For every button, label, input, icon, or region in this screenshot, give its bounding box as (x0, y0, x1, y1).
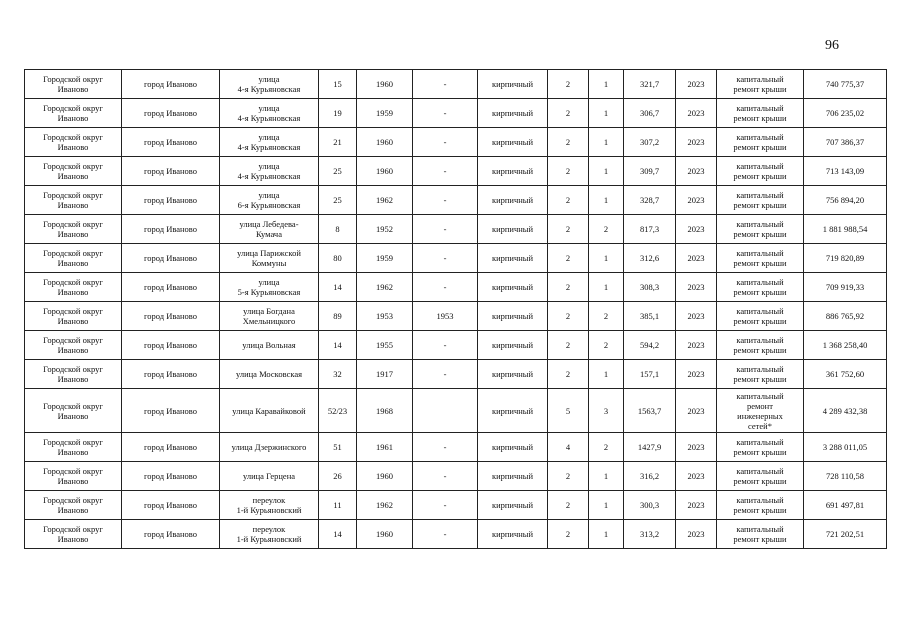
cell-municipality: Городской округ Иваново (25, 491, 122, 520)
cell-entrances: 2 (589, 215, 624, 244)
cell-area: 385,1 (624, 302, 676, 331)
cell-wall-material: кирпичный (478, 273, 548, 302)
cell-area: 157,1 (624, 360, 676, 389)
cell-entrances: 1 (589, 244, 624, 273)
cell-house-number: 21 (319, 128, 357, 157)
table-row (25, 157, 887, 186)
cell-area: 1563,7 (624, 389, 676, 433)
cell-repair-year: 2023 (676, 389, 717, 433)
cell-repair-year: 2023 (676, 244, 717, 273)
cell-entrances: 1 (589, 128, 624, 157)
cell-work-type: капитальный ремонт крыши (717, 331, 804, 360)
cell-cost: 707 386,37 (804, 128, 887, 157)
cell-construction-year: 1959 (357, 99, 413, 128)
housing-repair-table (24, 69, 887, 549)
cell-entrances: 3 (589, 389, 624, 433)
cell-construction-year: 1959 (357, 244, 413, 273)
cell-cost: 713 143,09 (804, 157, 887, 186)
cell-repair-year: 2023 (676, 520, 717, 549)
cell-entrances: 1 (589, 520, 624, 549)
cell-repair-year: 2023 (676, 433, 717, 462)
cell-house-number: 32 (319, 360, 357, 389)
cell-reconstruction-year: - (413, 433, 478, 462)
cell-floors: 2 (548, 215, 589, 244)
cell-cost: 728 110,58 (804, 462, 887, 491)
cell-settlement: город Иваново (122, 462, 220, 491)
cell-work-type: капитальный ремонт крыши (717, 186, 804, 215)
cell-settlement: город Иваново (122, 360, 220, 389)
cell-cost: 3 288 011,05 (804, 433, 887, 462)
cell-area: 594,2 (624, 331, 676, 360)
page-number: 96 (825, 38, 839, 53)
cell-entrances: 1 (589, 70, 624, 99)
cell-area: 307,2 (624, 128, 676, 157)
table-row (25, 331, 887, 360)
cell-work-type: капитальный ремонт крыши (717, 157, 804, 186)
cell-municipality: Городской округ Иваново (25, 520, 122, 549)
cell-house-number: 14 (319, 331, 357, 360)
cell-street: переулок 1-й Курьяновский (220, 520, 319, 549)
cell-area: 312,6 (624, 244, 676, 273)
cell-municipality: Городской округ Иваново (25, 360, 122, 389)
cell-municipality: Городской округ Иваново (25, 302, 122, 331)
cell-street: улица Дзержинского (220, 433, 319, 462)
cell-repair-year: 2023 (676, 70, 717, 99)
cell-repair-year: 2023 (676, 491, 717, 520)
cell-reconstruction-year: - (413, 128, 478, 157)
cell-area: 308,3 (624, 273, 676, 302)
cell-reconstruction-year: - (413, 462, 478, 491)
cell-reconstruction-year: - (413, 360, 478, 389)
cell-work-type: капитальный ремонт крыши (717, 520, 804, 549)
cell-work-type: капитальный ремонт крыши (717, 99, 804, 128)
cell-wall-material: кирпичный (478, 99, 548, 128)
cell-street: улица 6-я Курьяновская (220, 186, 319, 215)
table-row (25, 520, 887, 549)
cell-settlement: город Иваново (122, 491, 220, 520)
cell-work-type: капитальный ремонт крыши (717, 433, 804, 462)
cell-wall-material: кирпичный (478, 389, 548, 433)
cell-area: 313,2 (624, 520, 676, 549)
cell-repair-year: 2023 (676, 157, 717, 186)
cell-street: улица 4-я Курьяновская (220, 99, 319, 128)
cell-house-number: 89 (319, 302, 357, 331)
table-row (25, 462, 887, 491)
cell-floors: 2 (548, 360, 589, 389)
cell-reconstruction-year: - (413, 331, 478, 360)
cell-house-number: 14 (319, 273, 357, 302)
cell-settlement: город Иваново (122, 244, 220, 273)
cell-wall-material: кирпичный (478, 462, 548, 491)
cell-area: 328,7 (624, 186, 676, 215)
cell-municipality: Городской округ Иваново (25, 331, 122, 360)
cell-municipality: Городской округ Иваново (25, 186, 122, 215)
cell-repair-year: 2023 (676, 331, 717, 360)
cell-entrances: 2 (589, 331, 624, 360)
cell-area: 306,7 (624, 99, 676, 128)
cell-street: улица Каравайковой (220, 389, 319, 433)
table-row (25, 302, 887, 331)
cell-wall-material: кирпичный (478, 70, 548, 99)
cell-municipality: Городской округ Иваново (25, 244, 122, 273)
cell-cost: 691 497,81 (804, 491, 887, 520)
cell-house-number: 25 (319, 186, 357, 215)
cell-street: переулок 1-й Курьяновский (220, 491, 319, 520)
cell-entrances: 1 (589, 462, 624, 491)
cell-work-type: капитальный ремонт крыши (717, 70, 804, 99)
cell-cost: 361 752,60 (804, 360, 887, 389)
cell-cost: 709 919,33 (804, 273, 887, 302)
cell-cost: 721 202,51 (804, 520, 887, 549)
table-row (25, 215, 887, 244)
table-row (25, 70, 887, 99)
cell-area: 309,7 (624, 157, 676, 186)
cell-construction-year: 1917 (357, 360, 413, 389)
cell-construction-year: 1960 (357, 462, 413, 491)
cell-municipality: Городской округ Иваново (25, 273, 122, 302)
cell-house-number: 80 (319, 244, 357, 273)
table-row (25, 433, 887, 462)
cell-reconstruction-year: - (413, 99, 478, 128)
cell-construction-year: 1960 (357, 128, 413, 157)
cell-area: 321,7 (624, 70, 676, 99)
cell-municipality: Городской округ Иваново (25, 215, 122, 244)
cell-settlement: город Иваново (122, 433, 220, 462)
cell-work-type: капитальный ремонт крыши (717, 302, 804, 331)
cell-cost: 886 765,92 (804, 302, 887, 331)
cell-wall-material: кирпичный (478, 331, 548, 360)
table-row (25, 360, 887, 389)
table-row (25, 186, 887, 215)
cell-floors: 2 (548, 244, 589, 273)
cell-street: улица Лебедева- Кумача (220, 215, 319, 244)
cell-floors: 2 (548, 302, 589, 331)
cell-street: улица Герцена (220, 462, 319, 491)
cell-street: улица 5-я Курьяновская (220, 273, 319, 302)
cell-repair-year: 2023 (676, 215, 717, 244)
cell-area: 316,2 (624, 462, 676, 491)
cell-street: улица Богдана Хмельницкого (220, 302, 319, 331)
cell-settlement: город Иваново (122, 215, 220, 244)
cell-reconstruction-year: - (413, 273, 478, 302)
cell-reconstruction-year: - (413, 186, 478, 215)
cell-wall-material: кирпичный (478, 215, 548, 244)
cell-wall-material: кирпичный (478, 302, 548, 331)
cell-cost: 740 775,37 (804, 70, 887, 99)
cell-house-number: 8 (319, 215, 357, 244)
cell-reconstruction-year: 1953 (413, 302, 478, 331)
table-row (25, 128, 887, 157)
cell-floors: 2 (548, 462, 589, 491)
cell-settlement: город Иваново (122, 99, 220, 128)
cell-floors: 2 (548, 157, 589, 186)
cell-street: улица Московская (220, 360, 319, 389)
cell-floors: 2 (548, 99, 589, 128)
table-row (25, 99, 887, 128)
cell-entrances: 1 (589, 491, 624, 520)
cell-reconstruction-year: - (413, 491, 478, 520)
cell-repair-year: 2023 (676, 273, 717, 302)
cell-settlement: город Иваново (122, 157, 220, 186)
cell-reconstruction-year: - (413, 157, 478, 186)
cell-wall-material: кирпичный (478, 491, 548, 520)
cell-construction-year: 1968 (357, 389, 413, 433)
cell-area: 817,3 (624, 215, 676, 244)
cell-construction-year: 1962 (357, 186, 413, 215)
cell-wall-material: кирпичный (478, 128, 548, 157)
cell-street: улица 4-я Курьяновская (220, 70, 319, 99)
cell-work-type: капитальный ремонт крыши (717, 491, 804, 520)
cell-municipality: Городской округ Иваново (25, 389, 122, 433)
cell-municipality: Городской округ Иваново (25, 462, 122, 491)
cell-work-type: капитальный ремонт крыши (717, 244, 804, 273)
cell-floors: 5 (548, 389, 589, 433)
table-row (25, 244, 887, 273)
cell-wall-material: кирпичный (478, 433, 548, 462)
cell-floors: 2 (548, 331, 589, 360)
cell-reconstruction-year: - (413, 244, 478, 273)
cell-work-type: капитальный ремонт крыши (717, 462, 804, 491)
cell-cost: 706 235,02 (804, 99, 887, 128)
cell-construction-year: 1953 (357, 302, 413, 331)
table-row (25, 273, 887, 302)
cell-reconstruction-year: - (413, 520, 478, 549)
cell-house-number: 25 (319, 157, 357, 186)
cell-settlement: город Иваново (122, 128, 220, 157)
table-row (25, 389, 887, 433)
cell-work-type: капитальный ремонт крыши (717, 360, 804, 389)
cell-settlement: город Иваново (122, 70, 220, 99)
cell-floors: 2 (548, 520, 589, 549)
cell-floors: 2 (548, 491, 589, 520)
cell-floors: 2 (548, 186, 589, 215)
cell-construction-year: 1962 (357, 273, 413, 302)
cell-settlement: город Иваново (122, 186, 220, 215)
cell-house-number: 52/23 (319, 389, 357, 433)
cell-street: улица 4-я Курьяновская (220, 157, 319, 186)
cell-municipality: Городской округ Иваново (25, 70, 122, 99)
cell-municipality: Городской округ Иваново (25, 128, 122, 157)
cell-area: 1427,9 (624, 433, 676, 462)
cell-cost: 719 820,89 (804, 244, 887, 273)
cell-repair-year: 2023 (676, 302, 717, 331)
cell-municipality: Городской округ Иваново (25, 157, 122, 186)
cell-floors: 2 (548, 273, 589, 302)
cell-wall-material: кирпичный (478, 157, 548, 186)
cell-street: улица Вольная (220, 331, 319, 360)
cell-floors: 2 (548, 128, 589, 157)
cell-construction-year: 1952 (357, 215, 413, 244)
cell-construction-year: 1960 (357, 70, 413, 99)
cell-settlement: город Иваново (122, 520, 220, 549)
cell-cost: 1 881 988,54 (804, 215, 887, 244)
cell-entrances: 1 (589, 273, 624, 302)
cell-work-type: капитальный ремонт крыши (717, 128, 804, 157)
cell-entrances: 1 (589, 360, 624, 389)
cell-construction-year: 1962 (357, 491, 413, 520)
cell-cost: 1 368 258,40 (804, 331, 887, 360)
cell-repair-year: 2023 (676, 186, 717, 215)
cell-settlement: город Иваново (122, 389, 220, 433)
cell-floors: 4 (548, 433, 589, 462)
cell-repair-year: 2023 (676, 128, 717, 157)
cell-wall-material: кирпичный (478, 520, 548, 549)
cell-street: улица Парижской Коммуны (220, 244, 319, 273)
cell-construction-year: 1955 (357, 331, 413, 360)
table-body (25, 70, 887, 549)
cell-municipality: Городской округ Иваново (25, 433, 122, 462)
cell-work-type: капитальный ремонт крыши (717, 215, 804, 244)
cell-settlement: город Иваново (122, 302, 220, 331)
cell-house-number: 14 (319, 520, 357, 549)
cell-wall-material: кирпичный (478, 244, 548, 273)
cell-entrances: 1 (589, 157, 624, 186)
cell-reconstruction-year: - (413, 215, 478, 244)
cell-house-number: 11 (319, 491, 357, 520)
cell-settlement: город Иваново (122, 273, 220, 302)
cell-street: улица 4-я Курьяновская (220, 128, 319, 157)
cell-reconstruction-year: - (413, 70, 478, 99)
cell-repair-year: 2023 (676, 360, 717, 389)
cell-entrances: 2 (589, 433, 624, 462)
cell-house-number: 15 (319, 70, 357, 99)
table-row (25, 491, 887, 520)
cell-repair-year: 2023 (676, 462, 717, 491)
cell-floors: 2 (548, 70, 589, 99)
cell-construction-year: 1961 (357, 433, 413, 462)
cell-work-type: капитальный ремонт инженерных сетей* (717, 389, 804, 433)
cell-wall-material: кирпичный (478, 186, 548, 215)
cell-house-number: 51 (319, 433, 357, 462)
cell-work-type: капитальный ремонт крыши (717, 273, 804, 302)
cell-construction-year: 1960 (357, 157, 413, 186)
cell-wall-material: кирпичный (478, 360, 548, 389)
cell-area: 300,3 (624, 491, 676, 520)
cell-house-number: 19 (319, 99, 357, 128)
cell-cost: 4 289 432,38 (804, 389, 887, 433)
cell-municipality: Городской округ Иваново (25, 99, 122, 128)
cell-house-number: 26 (319, 462, 357, 491)
cell-entrances: 2 (589, 302, 624, 331)
cell-reconstruction-year (413, 389, 478, 433)
cell-settlement: город Иваново (122, 331, 220, 360)
cell-construction-year: 1960 (357, 520, 413, 549)
cell-entrances: 1 (589, 99, 624, 128)
cell-repair-year: 2023 (676, 99, 717, 128)
cell-cost: 756 894,20 (804, 186, 887, 215)
cell-entrances: 1 (589, 186, 624, 215)
